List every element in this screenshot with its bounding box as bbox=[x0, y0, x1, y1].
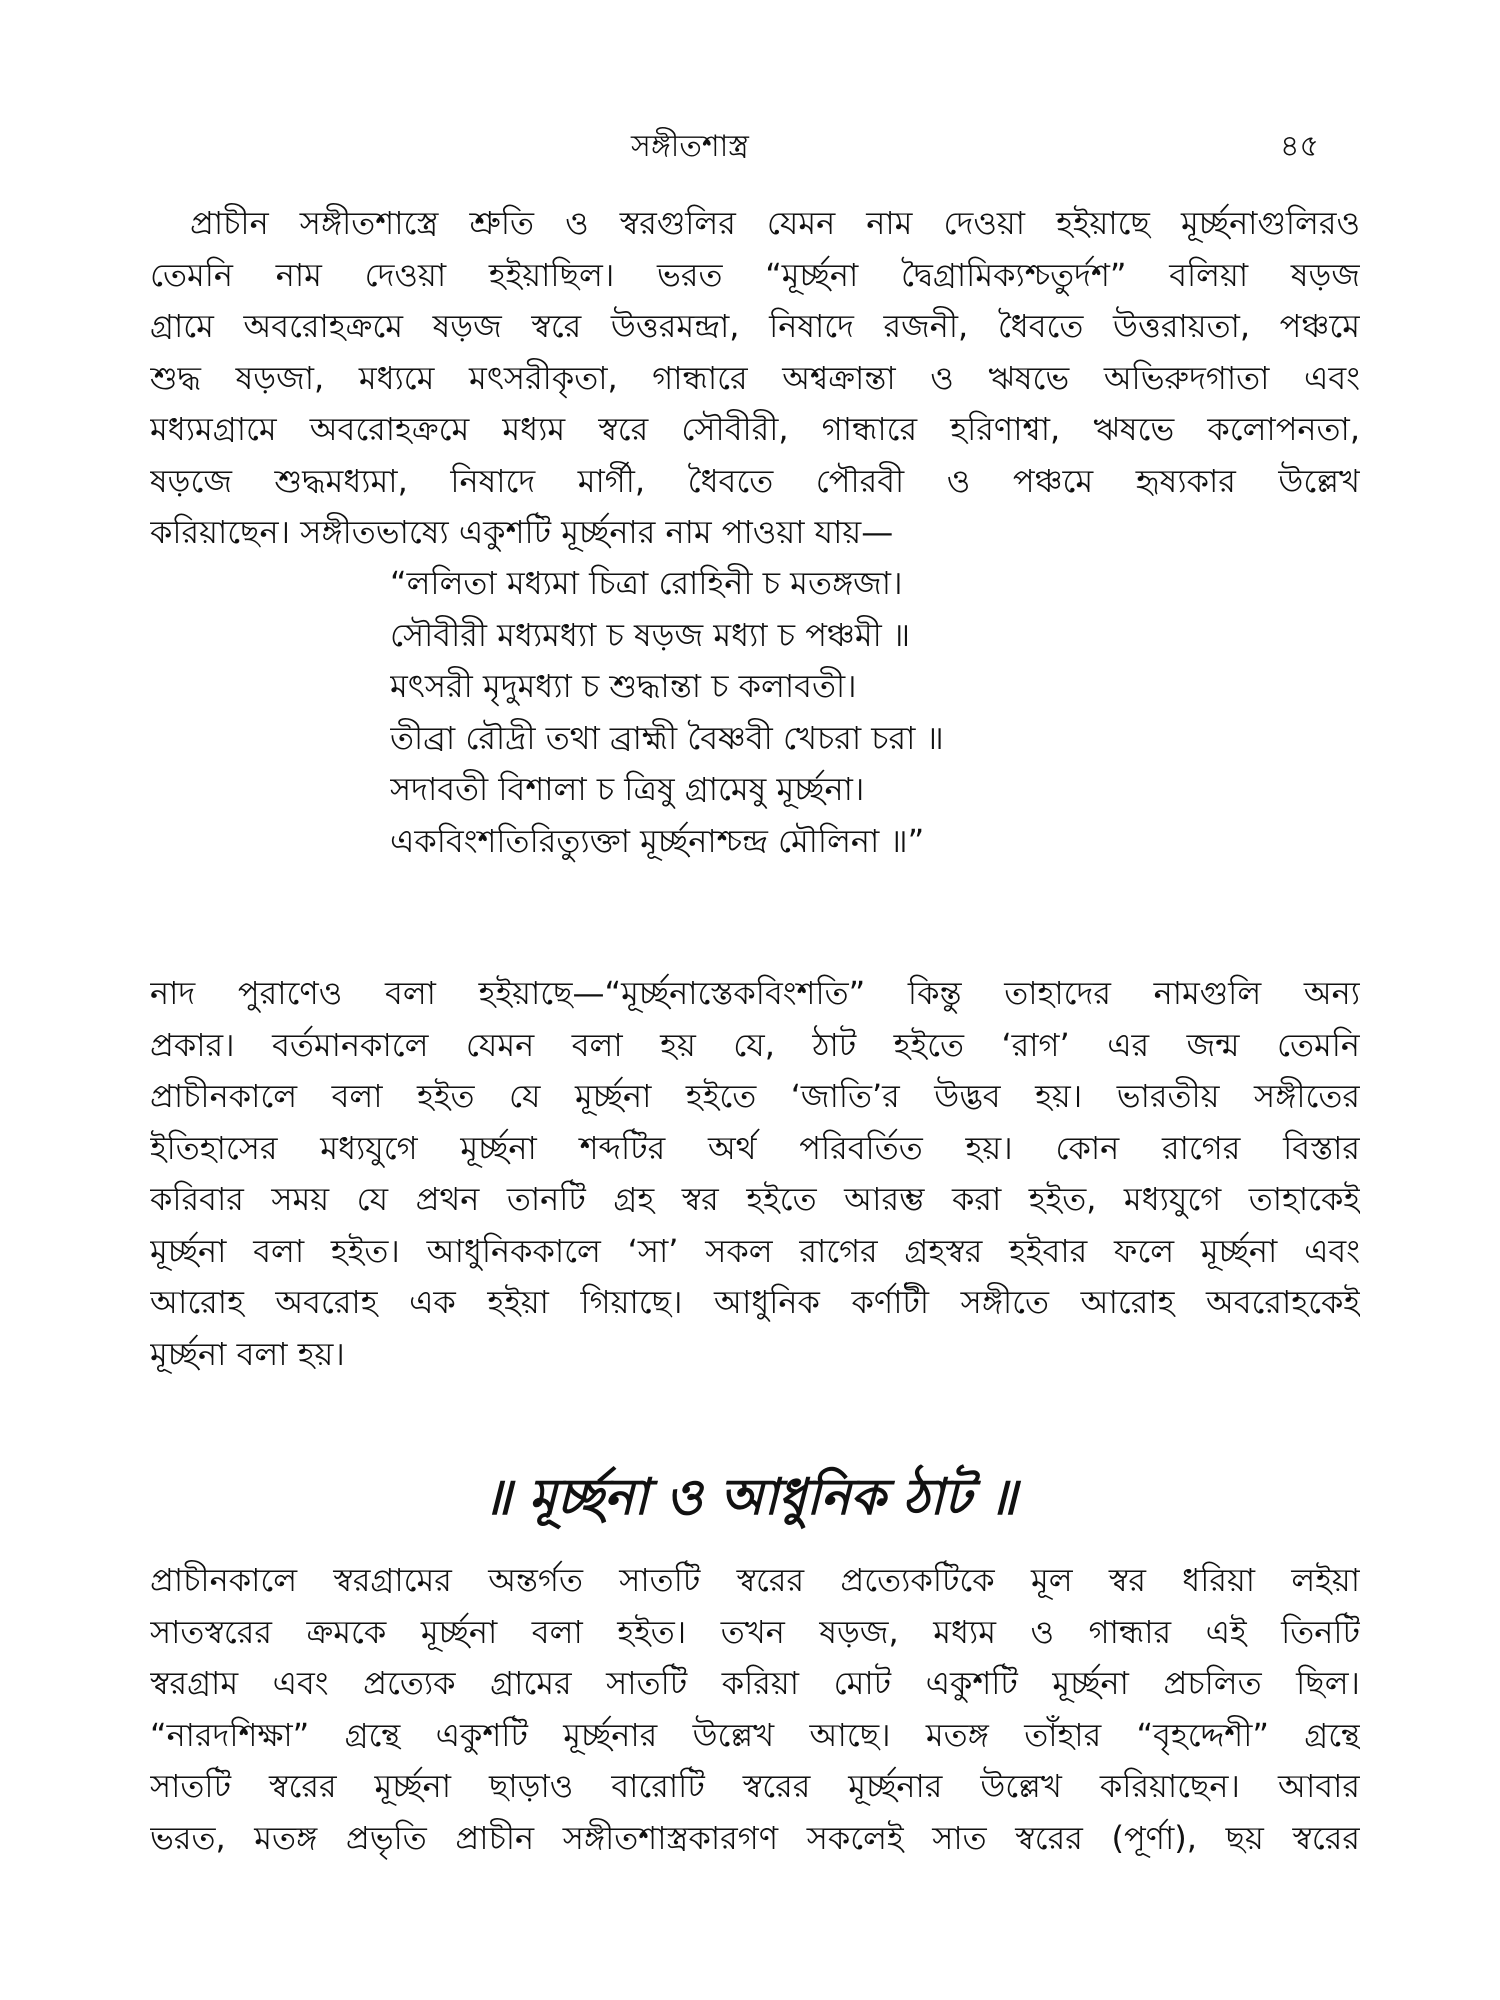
section-heading: ॥ মূর্চ্ছনা ও আধুনিক ঠাট ॥ bbox=[483, 1468, 1017, 1526]
text-line: প্রকার। বর্তমানকালে যেমন বলা হয় যে, ঠাট হইতে ‘রাগ’ এর জন্ম তেমনি bbox=[150, 1025, 1360, 1064]
text-line: সাতটি স্বরের মূর্চ্ছনা ছাড়াও বারোটি স্বরের মূর্চ্ছনার উল্লেখ করিয়াছেন। আবার bbox=[150, 1767, 1360, 1805]
text-line: প্রাচীনকালে বলা হইত যে মূর্চ্ছনা হইতে ‘জাতি’র উদ্ভব হয়। ভারতীয় সঙ্গীতের bbox=[150, 1077, 1360, 1115]
text-line: মূর্চ্ছনা বলা হয়। bbox=[150, 1334, 345, 1373]
page-number: ৪৫ bbox=[1280, 129, 1319, 164]
text-line: তেমনি নাম দেওয়া হইয়াছিল। ভরত “মূর্চ্ছনা দ্বৈগ্রামিক্যশ্চতুর্দশ” বলিয়া ষড়জ bbox=[150, 255, 1360, 294]
text-line: নাদ পুরাণেও বলা হইয়াছে—“মূর্চ্ছনাস্তেকবিংশতি” কিন্তু তাহাদের নামগুলি অন্য bbox=[150, 974, 1360, 1012]
text-line: “নারদশিক্ষা” গ্রন্থে একুশটি মূর্চ্ছনার উল্লেখ আছে। মতঙ্গ তাঁহার “বৃহদ্দেশী” গ্রন্থে bbox=[150, 1715, 1360, 1754]
verse-line: সদাবতী বিশালা চ ত্রিষু গ্রামেষু মূর্চ্ছনা। bbox=[390, 770, 865, 808]
text-line: ভরত, মতঙ্গ প্রভৃতি প্রাচীন সঙ্গীতশাস্ত্রকারগণ সকলেই সাত স্বরের (পূর্ণা), ছয় স্বরের bbox=[150, 1818, 1360, 1857]
text-line: প্রাচীনকালে স্বরগ্রামের অন্তর্গত সাতটি স্বরের প্রত্যেকটিকে মূল স্বর ধরিয়া লইয়া bbox=[150, 1561, 1360, 1599]
paragraph-3 bbox=[150, 1555, 1360, 1864]
paragraph-1 bbox=[150, 198, 1360, 559]
text-line: সাতস্বরের ক্রমকে মূর্চ্ছনা বলা হইত। তখন ষড়জ, মধ্যম ও গান্ধার এই তিনটি bbox=[150, 1612, 1360, 1651]
verse-line: একবিংশতিরিত্যুক্তা মূর্চ্ছনাশ্চন্দ্র মৌলিনা ॥” bbox=[390, 821, 925, 860]
text-line: ইতিহাসের মধ্যযুগে মূর্চ্ছনা শব্দটির অর্থ পরিবর্তিত হয়। কোন রাগের বিস্তার bbox=[150, 1128, 1360, 1167]
text-line: মূর্চ্ছনা বলা হইত। আধুনিককালে ‘সা’ সকল রাগের গ্রহস্বর হইবার ফলে মূর্চ্ছনা এবং bbox=[150, 1231, 1360, 1270]
text-line: শুদ্ধ ষড়জা, মধ্যমে মৎসরীকৃতা, গান্ধারে অশ্বক্রান্তা ও ঋষভে অভিরুদগাতা এবং bbox=[150, 358, 1360, 397]
text-line: ষড়জে শুদ্ধমধ্যমা, নিষাদে মার্গী, ধৈবতে পৌরবী ও পঞ্চমে হৃষ্যকার উল্লেখ bbox=[150, 461, 1360, 500]
verse-line: “ললিতা মধ্যমা চিত্রা রোহিনী চ মতঙ্গজা। bbox=[390, 564, 903, 602]
verse-quote bbox=[390, 558, 1290, 867]
text-line: স্বরগ্রাম এবং প্রত্যেক গ্রামের সাতটি করিয়া মোট একুশটি মূর্চ্ছনা প্রচলিত ছিল। bbox=[150, 1664, 1360, 1702]
text-line: গ্রামে অবরোহক্রমে ষড়জ স্বরে উত্তরমন্দ্রা, নিষাদে রজনী, ধৈবতে উত্তরায়তা, পঞ্চমে bbox=[150, 307, 1360, 345]
text-line: প্রাচীন সঙ্গীতশাস্ত্রে শ্রুতি ও স্বরগুলির যেমন নাম দেওয়া হইয়াছে মূর্চ্ছনাগুলিরও bbox=[190, 204, 1360, 242]
running-header: সঙ্গীতশাস্ত্র bbox=[631, 129, 749, 164]
paragraph-2 bbox=[150, 968, 1360, 1380]
text-line: করিয়াছেন। সঙ্গীতভাষ্যে একুশটি মূর্চ্ছনার নাম পাওয়া যায়— bbox=[150, 513, 894, 551]
verse-line: মৎসরী মৃদুমধ্যা চ শুদ্ধান্তা চ কলাবতী। bbox=[390, 667, 857, 705]
text-line: করিবার সময় যে প্রথন তানটি গ্রহ স্বর হইতে আরম্ভ করা হইত, মধ্যযুগে তাহাকেই bbox=[150, 1180, 1360, 1218]
text-line: আরোহ অবরোহ এক হইয়া গিয়াছে। আধুনিক কর্ণাটী সঙ্গীতে আরোহ অবরোহকেই bbox=[150, 1283, 1360, 1321]
verse-line: তীব্রা রৌদ্রী তথা ব্রাহ্মী বৈষ্ণবী খেচরা চরা ॥ bbox=[390, 718, 944, 757]
text-line: মধ্যমগ্রামে অবরোহক্রমে মধ্যম স্বরে সৌবীরী, গান্ধারে হরিণাশ্বা, ঋষভে কলোপনতা, bbox=[150, 410, 1360, 448]
verse-line: সৌবীরী মধ্যমধ্যা চ ষড়জ মধ্যা চ পঞ্চমী ॥ bbox=[390, 615, 911, 654]
